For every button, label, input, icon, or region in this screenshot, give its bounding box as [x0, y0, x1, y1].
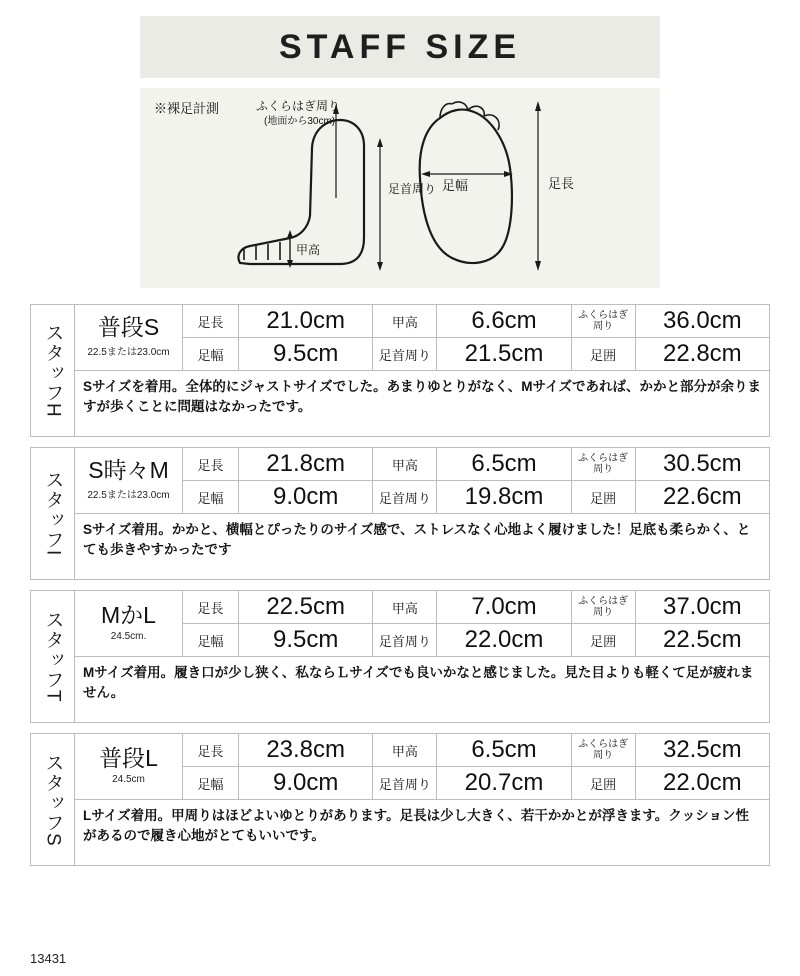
- value-foot-width: 9.0cm: [239, 767, 373, 799]
- measure-table: [183, 591, 769, 656]
- measure-row-bottom: [183, 766, 769, 799]
- value-ankle: 19.8cm: [437, 481, 571, 513]
- value-foot-circumference: 22.8cm: [662, 340, 742, 367]
- page-title-bar: [140, 16, 660, 78]
- staff-measure-rows: [75, 734, 769, 799]
- measure-row-top: [183, 591, 769, 623]
- measure-row-top: [183, 448, 769, 480]
- staff-block: [30, 304, 770, 437]
- label-calf-sub: 周り: [593, 750, 614, 761]
- staff-comment: Lサイズ着用。甲周りはほどよいゆとりがあります。足長は少し大きく、若干かかとが浮きます。クッション性があるので履き心地がとてもいいです。: [75, 799, 769, 865]
- diagram-label-calf: ふくらはぎ周り: [256, 99, 341, 113]
- label-calf-sub: 周り: [593, 607, 614, 618]
- staff-name: [31, 591, 75, 722]
- value-foot-circumference: 22.0cm: [662, 769, 742, 796]
- measure-table: [183, 448, 769, 513]
- label-ankle: 足首周り: [373, 481, 437, 513]
- label-calf-main: ふくらはぎ: [578, 452, 629, 464]
- label-foot-width: 足幅: [183, 767, 239, 799]
- value-foot-circumference: 22.6cm: [662, 483, 742, 510]
- value-foot-width: 9.5cm: [239, 338, 373, 370]
- label-ankle: 足首周り: [373, 624, 437, 656]
- usual-size-sub: 24.5cm.: [110, 630, 147, 642]
- measure-row-bottom: [183, 337, 769, 370]
- staff-name: [31, 734, 75, 865]
- diagram-label-calf-sub: (地面から30cm): [264, 116, 336, 127]
- staff-body: [75, 305, 769, 436]
- staff-comment: Sサイズ着用。かかと、横幅とぴったりのサイズ感で、ストレスなく心地よく履けました！足底も柔らかく、とても歩きやすかったです: [75, 513, 769, 579]
- measurement-diagram: [140, 88, 660, 288]
- staff-body: [75, 591, 769, 722]
- staff-block: [30, 733, 770, 866]
- value-calf: 30.5cm: [662, 450, 742, 477]
- label-ankle: 足首周り: [373, 338, 437, 370]
- page-title: STAFF SIZE: [278, 27, 522, 66]
- diagram-label-foot-length: 足長: [548, 176, 575, 191]
- staff-name-label: スタッフT: [42, 610, 64, 703]
- staff-block: [30, 447, 770, 580]
- diagram-label-foot-width: 足幅: [442, 178, 469, 193]
- usual-size-cell: [75, 305, 183, 370]
- label-calf-main: ふくらはぎ: [578, 595, 629, 607]
- measure-row-top: [183, 734, 769, 766]
- staff-name-label: スタッフI: [42, 470, 64, 557]
- label-calf: [572, 305, 636, 337]
- staff-body: [75, 448, 769, 579]
- staff-block: [30, 590, 770, 723]
- label-foot-circumference: 足囲: [572, 767, 636, 799]
- label-instep: 甲高: [373, 448, 437, 480]
- usual-size-cell: [75, 591, 183, 656]
- label-calf: [572, 734, 636, 766]
- value-instep: 6.5cm: [437, 448, 571, 480]
- usual-size: MかL: [101, 602, 156, 629]
- label-foot-circumference: 足囲: [572, 624, 636, 656]
- staff-name-label: スタッフH: [42, 323, 64, 418]
- measure-row-top: [183, 305, 769, 337]
- value-foot-length: 22.5cm: [239, 591, 373, 623]
- label-instep: 甲高: [373, 305, 437, 337]
- value-foot-width: 9.0cm: [239, 481, 373, 513]
- staff-measure-rows: [75, 305, 769, 370]
- value-foot-circumference: 22.5cm: [662, 626, 742, 653]
- staff-name: [31, 448, 75, 579]
- diagram-label-instep: 甲高: [296, 243, 321, 257]
- value-foot-length: 21.0cm: [239, 305, 373, 337]
- staff-name: [31, 305, 75, 436]
- diagram-label-ankle: 足首周り: [388, 182, 437, 196]
- measure-table: [183, 305, 769, 370]
- label-foot-length: 足長: [183, 734, 239, 766]
- label-foot-width: 足幅: [183, 481, 239, 513]
- measure-table: [183, 734, 769, 799]
- label-calf-main: ふくらはぎ: [578, 738, 629, 750]
- value-calf: 36.0cm: [662, 307, 742, 334]
- value-instep: 7.0cm: [437, 591, 571, 623]
- label-foot-length: 足長: [183, 305, 239, 337]
- usual-size-sub: 24.5cm: [112, 773, 145, 785]
- value-foot-length: 23.8cm: [239, 734, 373, 766]
- usual-size: S時々M: [88, 457, 169, 484]
- label-ankle: 足首周り: [373, 767, 437, 799]
- value-foot-length: 21.8cm: [239, 448, 373, 480]
- label-foot-length: 足長: [183, 591, 239, 623]
- value-ankle: 20.7cm: [437, 767, 571, 799]
- staff-comment: Sサイズを着用。全体的にジャストサイズでした。あまりゆとりがなく、Mサイズであれば、かかと部分が余りますが歩くことに問題はなかったです。: [75, 370, 769, 436]
- measure-row-bottom: [183, 623, 769, 656]
- product-code: 13431: [30, 951, 67, 966]
- measure-row-bottom: [183, 480, 769, 513]
- label-foot-length: 足長: [183, 448, 239, 480]
- value-ankle: 21.5cm: [437, 338, 571, 370]
- label-calf-main: ふくらはぎ: [578, 309, 629, 321]
- label-instep: 甲高: [373, 734, 437, 766]
- label-calf-sub: 周り: [593, 464, 614, 475]
- usual-size: 普段S: [97, 314, 160, 341]
- label-instep: 甲高: [373, 591, 437, 623]
- value-calf: 32.5cm: [662, 736, 742, 763]
- label-foot-width: 足幅: [183, 624, 239, 656]
- value-ankle: 22.0cm: [437, 624, 571, 656]
- staff-comment: Mサイズ着用。履き口が少し狭く、私ならＬサイズでも良いかなと感じました。見た目よりも軽くて足が疲れません。: [75, 656, 769, 722]
- usual-size-cell: [75, 448, 183, 513]
- usual-size: 普段L: [99, 745, 158, 772]
- staff-measure-rows: [75, 448, 769, 513]
- usual-size-sub: 22.5または23.0cm: [87, 489, 170, 501]
- value-calf: 37.0cm: [662, 593, 742, 620]
- label-foot-circumference: 足囲: [572, 338, 636, 370]
- staff-body: [75, 734, 769, 865]
- staff-size-page: [0, 16, 800, 976]
- foot-diagram-svg: [140, 88, 660, 288]
- label-foot-width: 足幅: [183, 338, 239, 370]
- value-instep: 6.6cm: [437, 305, 571, 337]
- barefoot-note: ※裸足計測: [154, 101, 220, 116]
- usual-size-cell: [75, 734, 183, 799]
- label-calf: [572, 448, 636, 480]
- label-foot-circumference: 足囲: [572, 481, 636, 513]
- value-foot-width: 9.5cm: [239, 624, 373, 656]
- usual-size-sub: 22.5または23.0cm: [87, 346, 170, 358]
- label-calf-sub: 周り: [593, 321, 614, 332]
- staff-measure-rows: [75, 591, 769, 656]
- staff-name-label: スタッフS: [42, 752, 64, 847]
- value-instep: 6.5cm: [437, 734, 571, 766]
- label-calf: [572, 591, 636, 623]
